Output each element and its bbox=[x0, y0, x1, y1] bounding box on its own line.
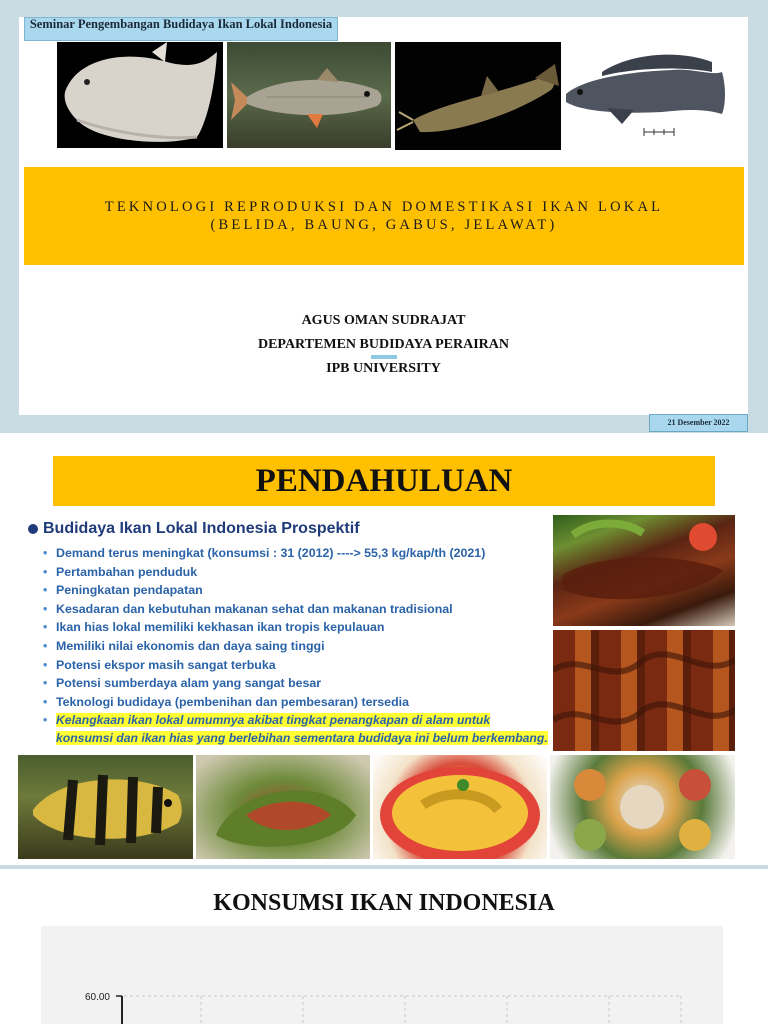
author-department: DEPARTEMEN BUDIDAYA PERAIRAN bbox=[257, 337, 510, 352]
list-item: • Potensi sumberdaya alam yang sangat besar bbox=[40, 674, 485, 693]
list-item: • Pertambahan penduduk bbox=[40, 563, 485, 582]
list-item: • Memiliki nilai ekonomis dan daya saing tinggi bbox=[40, 637, 485, 656]
list-item: • Kesadaran dan kebutuhan makanan sehat dan makanan tradisional bbox=[40, 600, 485, 619]
intro-title: PENDAHULUAN bbox=[255, 463, 513, 499]
baung-fish-photo bbox=[395, 42, 561, 150]
seminar-tag bbox=[24, 17, 338, 41]
food-platter-photo bbox=[550, 755, 735, 859]
slide-title-line1: TEKNOLOGI REPRODUKSI DAN DOMESTIKASI IKAN LOKAL bbox=[104, 199, 664, 215]
slide-title bbox=[24, 198, 744, 234]
main-bullet: Budidaya Ikan Lokal Indonesia Prospektif bbox=[43, 520, 360, 537]
highlighted-list-item: • Kelangkaan ikan lokal umumnya akibat tingkat penangkapan di alam untuk konsumsi dan ikan hias yang berlebihan sementara budidaya ini belum berkembang. bbox=[43, 713, 548, 745]
chart-title: KONSUMSI IKAN INDONESIA bbox=[213, 890, 555, 916]
bullet-dot-icon bbox=[28, 524, 38, 534]
tiger-fish-photo bbox=[18, 755, 193, 859]
highlight-line2: konsumsi dan ikan hias yang berlebihan sementara budidaya ini belum berkembang. bbox=[56, 730, 548, 745]
jelawat-fish-photo bbox=[227, 42, 391, 148]
bullet-list bbox=[40, 544, 485, 711]
accent-bar bbox=[371, 355, 397, 359]
fish-soup-photo bbox=[373, 755, 547, 859]
y-tick-label: 60.00 bbox=[84, 992, 110, 1003]
pepes-fish-photo bbox=[196, 755, 370, 859]
smoked-fish-photo bbox=[553, 630, 735, 751]
author-name: AGUS OMAN SUDRAJAT bbox=[301, 313, 466, 328]
belida-fish-photo bbox=[57, 42, 223, 148]
list-item: • Potensi ekspor masih sangat terbuka bbox=[40, 656, 485, 675]
slide-title-line2: (BELIDA, BAUNG, GABUS, JELAWAT) bbox=[210, 217, 558, 233]
list-item: • Ikan hias lokal memiliki kekhasan ikan tropis kepulauan bbox=[40, 618, 485, 637]
grilled-fish-photo bbox=[553, 515, 735, 626]
date-tag: 21 Desember 2022 bbox=[649, 414, 748, 432]
highlight-line1: Kelangkaan ikan lokal umumnya akibat tingkat penangkapan di alam untuk bbox=[56, 713, 491, 727]
seminar-tag-text: Seminar Pengembangan Budidaya Ikan Lokal Indonesia bbox=[29, 17, 333, 31]
list-item: • Teknologi budidaya (pembenihan dan pembesaran) tersedia bbox=[40, 693, 485, 712]
gabus-fish-photo bbox=[562, 42, 730, 148]
author-university: IPB UNIVERSITY bbox=[326, 361, 441, 376]
list-item: • Peningkatan pendapatan bbox=[40, 581, 485, 600]
list-item: • Demand terus meningkat (konsumsi : 31 (2012) ----> 55,3 kg/kap/th (2021) bbox=[40, 544, 485, 563]
chart-svg bbox=[41, 926, 723, 1024]
